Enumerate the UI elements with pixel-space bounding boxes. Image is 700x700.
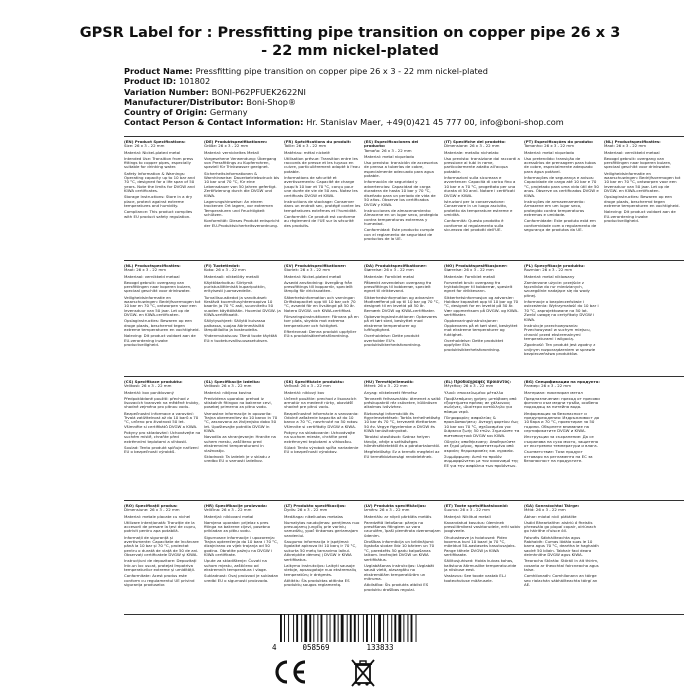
spec-heading: (PL) Specyfikacje produktu: bbox=[524, 264, 585, 268]
spec-line: Storlek: 26 x 3 - 22 mm bbox=[284, 267, 331, 273]
spec-line: Navodila za shranjevanje: Hranite na suhem mestu, zaščiteno pred ekstremnimi temperaturami in vlažnostjo. bbox=[204, 434, 276, 453]
barcode-digits: 4 bbox=[272, 643, 277, 652]
spec-line: Størrelse: 26 x 3 - 22 mm bbox=[444, 267, 494, 273]
barcode-bar bbox=[317, 614, 318, 642]
spec-line: Materjal: Niklitud metall bbox=[444, 513, 491, 519]
spec-line: Intended Use: Transition from press fittings to copper pipes, especially suitable for drinking water. bbox=[124, 155, 194, 170]
section-divider bbox=[124, 136, 684, 137]
spec-line: Yhdenmukaisuus: Tämä tuote täyttää EU:n tuoteturvallisuusasetuksen. bbox=[204, 333, 277, 343]
spec-line: Instrucțiuni de depozitare: Depozitați într-un loc uscat, protejat împotriva temperaturilor extreme și umidității. bbox=[124, 558, 197, 573]
spec-line: Material: vernickeltes Metall bbox=[204, 149, 259, 155]
spec-line: Určené použitie: prechod z lisovacích armatúr na medené rúrky, obzvlášť vhodné pre pitnú vodu. bbox=[284, 395, 357, 410]
spec-line: Materiale: Forniklet metall bbox=[444, 273, 496, 279]
spec-line: Opslaginstructies: Bewaren op een droge plaats, beschermd tegen extreme temperaturen en vochtigheid. bbox=[604, 194, 680, 209]
spec-line: Materiaal: vernikkeld metaal bbox=[604, 149, 660, 155]
spec-cell bbox=[284, 504, 364, 610]
spec-line: Οδηγίες αποθήκευσης: Αποθηκεύστε σε ξηρό μέρος, προστατευμένο από ακραίες θερμοκρασίες και υγρασία. bbox=[444, 438, 516, 453]
spec-heading: (SK) Špecifikácie produktu: bbox=[284, 380, 345, 384]
spec-line: Ohutusteave ja hoiatused: Pidev koormus kuni 10 baari ja 70 °C, mõeldud 50-aastaseks kasutusajaks. Pange tähele DVGW ja KIWA sertifikaate. bbox=[444, 534, 516, 558]
spec-cell bbox=[524, 264, 604, 372]
spec-line: Informations de sécurité et avertissements: Capacité de charge jusqu'à 10 bar et 70 °C, conçu pour une durée de vie de 50 ans. Notez les certificats DVGW et KIWA. bbox=[284, 174, 358, 198]
spec-heading: (FI) Tuotetiedot: bbox=[204, 264, 240, 268]
spec-line: Предназначение: преход от пресови фитинги към медни тръби, особено подходящ за питейна вода. bbox=[524, 395, 600, 410]
spec-line: Veiligheidsinformatie en waarschuwingen: Bedrijfsvermogen tot 10 bar en 70 °C, ontworpen voor een levensduur van 50 jaar. Let op de DVGW- en KIWA-certificaten. bbox=[124, 294, 201, 318]
spec-line: Istruzioni per la conservazione: Conservare in un luogo asciutto, protetto da temperature estreme e umidità. bbox=[444, 198, 513, 218]
spec-line: Material: metal niquelado bbox=[524, 149, 574, 155]
spec-line: Velikost: 26 x 3 - 22 mm bbox=[204, 383, 252, 389]
spec-line: Vorgesehene Verwendung: Übergang von Pressfittings zu Kupferrohren, speziell für Trinkwasser geeignet. bbox=[204, 155, 277, 170]
spec-line: Size: 26 x 3 - 22 mm bbox=[124, 143, 165, 149]
spec-line: Koko: 26 x 3 - 22 mm bbox=[204, 267, 246, 273]
spec-line: Συμμόρφωση: Αυτό το προϊόν συμμορφώνεται με τον κανονισμό της ΕΕ για την ασφάλεια των προϊόντων. bbox=[444, 453, 519, 468]
spec-cell bbox=[124, 140, 204, 256]
spec-row bbox=[124, 504, 684, 610]
spec-line: Drošības informācija un brīdinājumi: Ilgstoša slodze līdz 10 bāriem un 70 °C, paredzēts 50 gadu kalpošanas laikam. Ievērojiet DVGW un KIWA sertifikātus. bbox=[364, 538, 435, 562]
spec-line: Materiál: niklový kov bbox=[284, 389, 325, 395]
info-value: Boni-Shop® bbox=[246, 96, 297, 107]
spec-line: Opbevaringsinstruktioner: Opbevares på et tørt sted, beskyttet mod ekstreme temperaturer og luftfugtighed. bbox=[364, 313, 438, 333]
barcode-bar bbox=[387, 614, 388, 642]
spec-heading: (NL) Productspecificaties: bbox=[124, 264, 181, 268]
spec-line: Uso previsto: transizione dai raccordi a pressione ai tubi in rame, particolarmente adatto all'acqua potabile. bbox=[444, 155, 520, 174]
barcode-bar bbox=[347, 614, 348, 642]
spec-cell bbox=[604, 140, 684, 256]
info-row bbox=[124, 107, 684, 117]
spec-line: Veľkosť: 26 x 3 - 22 mm bbox=[284, 383, 331, 389]
spec-cell bbox=[284, 140, 364, 256]
barcode-bar bbox=[383, 614, 384, 642]
spec-line: Konformität: Dieses Produkt entspricht der EU-Produktsicherheitsverordnung. bbox=[204, 218, 280, 228]
spec-line: Numatytas naudojimas: perėjimas nuo presuojamų jungčių prie varinių vamzdžių, ypač tinkamas geriamajam vandeniui. bbox=[284, 519, 360, 538]
spec-line: Efterlevnad: Denna produkt uppfyller EU:s produktsäkerhetsförordning. bbox=[284, 328, 357, 339]
spec-line: Sukladnost: Ovaj proizvod je sukladan uredbi EU o sigurnosti proizvoda. bbox=[204, 573, 279, 583]
spec-line: Velikost: 26 x 3 - 22 mm bbox=[124, 383, 172, 389]
barcode-bar bbox=[293, 614, 294, 642]
spec-line: Avsedd användning: övergång från pressfittings till kopparrör, speciellt lämplig för dricksvatten. bbox=[284, 279, 353, 294]
spec-line: Materiaal: vernikkeld metaal bbox=[124, 273, 180, 279]
info-key: Product ID: bbox=[124, 76, 179, 87]
barcode-bar bbox=[378, 614, 381, 642]
spec-line: Paredzētā lietošana: pāreja no presēšanas fitingiem uz vara caurulēm, īpaši piemērota dzeramajam ūdenim. bbox=[364, 519, 441, 538]
info-key: Country of Origin: bbox=[124, 107, 210, 118]
spec-line: Súlad: Tento výrobok spĺňa nariadenie EÚ o bezpečnosti výrobkov. bbox=[284, 444, 359, 455]
barcode-bar bbox=[338, 614, 339, 642]
spec-line: Saugumo informacija ir įspėjimai: Ilgalaikė apkrova iki 10 barų ir 70 °C, sukurta 50 metų tarnavimo laikui. Atkreipkite dėmesį į DVGW ir KIWA sertifikatus. bbox=[284, 538, 357, 562]
spec-line: Material: Nickel-plated metall bbox=[284, 273, 342, 279]
barcode-bar bbox=[309, 614, 311, 642]
barcode-bar bbox=[363, 614, 364, 642]
spec-line: Größe: 26 x 3 - 22 mm bbox=[204, 143, 249, 149]
spec-cell bbox=[444, 264, 524, 372]
barcode-bar bbox=[301, 614, 302, 642]
title-line-1: GPSR Label for : Pressfitting pipe transition on copper pipe 26 x 3 bbox=[79, 25, 621, 41]
spec-line: Инструкции за съхранение: Да се съхранява на сухо място, защитено от екстремни температури и влага. bbox=[524, 434, 599, 449]
info-value: Hr. Stanislav Maer, +49(0)421 45 777 00, info@boni-shop.com bbox=[306, 117, 564, 128]
section-divider bbox=[124, 500, 684, 501]
info-key: Contact Person & Contact Information: bbox=[124, 117, 307, 128]
spec-line: Instrucciones de almacenamiento: Almacene en un lugar seco, protegido contra temperaturas extremas y humedad. bbox=[364, 207, 439, 227]
spec-line: Lagerungshinweise: An einem trockenen Ort lagern, vor extremen Temperaturen und Feuchtigkeit schützen. bbox=[204, 198, 274, 218]
spec-cell bbox=[284, 264, 364, 372]
spec-line: Materiāls: ar niķeli pārklāts metāls bbox=[364, 513, 432, 519]
spec-line: Dydis: 26 x 3 - 22 mm bbox=[284, 507, 328, 513]
barcode-bar bbox=[366, 614, 368, 642]
spec-heading: (IT) Specifiche del prodotto: bbox=[444, 140, 506, 144]
spec-cell bbox=[124, 264, 204, 372]
spec-line: Rozmiar: 26 x 3 - 22 mm bbox=[524, 267, 573, 273]
weee-bin-icon bbox=[350, 656, 376, 688]
spec-line: Tamanho: 26 x 3 - 22 mm bbox=[524, 143, 574, 149]
spec-line: Úsáid Bheartaithe: aistriú ó fheistis phreasála go píopaí copair, oiriúnach go háirithe d'uisce óil. bbox=[524, 519, 597, 534]
spec-line: Størrelse: 26 x 3 - 22 mm bbox=[364, 267, 414, 273]
info-row bbox=[124, 117, 684, 127]
spec-line: Naleving: Dit product voldoet aan de EU-verordening inzake productveiligheid. bbox=[124, 333, 196, 348]
spec-heading: (DA) Produktspecifikationer: bbox=[364, 264, 427, 268]
barcode-bar bbox=[358, 614, 359, 642]
info-value: Germany bbox=[209, 107, 248, 118]
spec-line: Vastavus: See toode vastab EL-i tooteohutuse määrusele. bbox=[444, 573, 507, 583]
spec-line: Conformité: Ce produit est conforme au règlement de l'UE sur la sécurité des produits. bbox=[284, 213, 356, 228]
product-info bbox=[124, 66, 684, 128]
spec-line: Safety Information & Warnings: Operating capacity up to 10 bar and 70 °C, designed for a life span of 50 years. Note the limits for DVGW and KIWA certificates. bbox=[124, 170, 195, 194]
barcode bbox=[268, 612, 418, 652]
spec-cell bbox=[444, 140, 524, 256]
spec-row bbox=[124, 140, 684, 256]
spec-cell bbox=[204, 140, 284, 256]
spec-cell bbox=[204, 264, 284, 372]
spec-line: Instructions de stockage: Conserver dans un endroit sec, protégé contre les températures extrêmes et l'humidité. bbox=[284, 198, 361, 213]
spec-line: Размер: 26 x 3 - 22 mm bbox=[524, 383, 571, 389]
barcode-bar bbox=[394, 614, 396, 642]
spec-line: Conformidade: Este produto está em conformidade com o regulamento de segurança de produtos da UE. bbox=[524, 218, 597, 233]
spec-heading: (EN) Product Specifications: bbox=[124, 140, 186, 144]
label-title bbox=[0, 24, 700, 60]
barcode-bar bbox=[330, 614, 331, 642]
spec-cell bbox=[524, 140, 604, 256]
spec-line: Opslaginstructies: Bewaren op een droge plaats, beschermd tegen extreme temperaturen en vochtigheid. bbox=[124, 318, 200, 333]
spec-line: Predvidena uporaba: prehod iz stiskalnih fitingov na bakrene cevi, posebej primerna za pitno vodo. bbox=[204, 395, 272, 410]
spec-line: Conformitate: Acest produs este conform cu regulamentul UE privind siguranța produselor. bbox=[124, 573, 195, 588]
spec-line: Upute za skladištenje: Čuvati na suhom mjestu, zaštićeno od ekstremnih temperatura i vlage. bbox=[204, 558, 268, 573]
spec-heading: (EL) Προδιαγραφές προϊόντος: bbox=[444, 380, 511, 384]
spec-line: Kavandatud kasutus: üleminek pressliitmikest vasktorudele, eriti sobiv joogiveele. bbox=[444, 519, 521, 534]
spec-heading: (SV) Produktspecifikationer: bbox=[284, 264, 347, 268]
spec-line: Biztonsági információk és figyelmeztetések: Tartós terhelhetőség 10 bar és 70 °C, tervezett élettartam 50 év. Vegye figyelembe a DVGW és KIWA tanúsítványokat. bbox=[364, 410, 440, 434]
spec-heading: (BG) Спецификации на продукта: bbox=[524, 380, 600, 384]
spec-line: Съответствие: Този продукт отговаря на регламента на ЕС за безопасност на продуктите. bbox=[524, 449, 593, 464]
spec-line: Sigurnosne informacije i upozorenja: Trajna opterećenja do 10 bara i 70 °C, dizajnirano za vijek trajanja od 50 godina. Obratite pažnju na DVGW i KIWA certifikate. bbox=[204, 534, 279, 558]
spec-heading: (GA) Sonraíochtaí Táirge: bbox=[524, 504, 580, 508]
spec-cell bbox=[364, 264, 444, 372]
barcode-bar bbox=[321, 614, 323, 642]
spec-line: Comhlíonadh: Comhlíonann an táirge seo rialachán sábháilteachta táirgí an AE. bbox=[524, 573, 598, 588]
info-value: Pressfitting pipe transition on copper pipe 26 x 3 - 22 mm nickel-plated bbox=[195, 66, 488, 76]
barcode-bar bbox=[398, 614, 401, 642]
spec-cell bbox=[204, 380, 284, 496]
spec-line: Conformità: Questo prodotto è conforme al regolamento sulla sicurezza dei prodotti dell'UE. bbox=[444, 218, 504, 233]
spec-line: Uso previsto: transición de accesorios de prensa a tuberías de cobre, especialmente adecuado para agua potable. bbox=[364, 160, 438, 179]
spec-cell bbox=[524, 380, 604, 496]
spec-line: Soulad: Tento produkt splňuje nařízení EU o bezpečnosti výrobků. bbox=[124, 444, 199, 455]
spec-heading: (SL) Specifikacije izdelka: bbox=[204, 380, 261, 384]
barcode-bar bbox=[407, 614, 408, 642]
spec-cell bbox=[364, 504, 444, 610]
spec-line: Izmērs: 26 x 3 - 22 mm bbox=[364, 507, 410, 513]
spec-heading: (LV) Produkta specifikācijas: bbox=[364, 504, 427, 508]
spec-line: Megfelelőség: Ez a termék megfelel az EU termékbiztonsági rendeletének. bbox=[364, 449, 440, 459]
spec-line: Veličina: 26 x 3 - 22 mm bbox=[204, 507, 252, 513]
spec-line: Säilitusjuhised: Hoida kuivas kohas, kaitstuna äärmuslike temperatuuride ja niiskuse eest. bbox=[444, 558, 517, 573]
spec-line: Medžiaga: nikeliuotas metalas bbox=[284, 513, 343, 519]
info-row bbox=[124, 87, 684, 97]
spec-cell bbox=[524, 504, 604, 610]
spec-line: Информация за безопасност и предупреждения: Издръжливост до 10 бара и 70 °C, проектиран за 50 години. Обърнете внимание на сертификатите DVGW и KIWA. bbox=[524, 410, 600, 434]
spec-line: Ábhar: miotal nicil plátáilte bbox=[524, 513, 577, 519]
spec-heading: (PT) Especificações do produto: bbox=[524, 140, 594, 144]
spec-line: Tárolási utasítások: Száraz helyen tárolja, védje a szélsőséges hőmérsékletektől és a páratartalomtól. bbox=[364, 434, 441, 449]
spec-cell bbox=[604, 380, 684, 496]
spec-line: Utilizare intenționată: Tranziție de la accesorii de presare la țevi de cupru, potrivit pentru apa potabilă. bbox=[124, 519, 197, 534]
spec-line: Materiale: metallo nichelato bbox=[444, 149, 499, 155]
spec-heading: (CS) Specifikace produktu: bbox=[124, 380, 183, 384]
spec-line: Informacje o bezpieczeństwie i ostrzeżenia: Wytrzymałość do 10 bar i 70 °C, zaprojektowane na 50 lat. Zwróć uwagę na certyfikaty DVGW i KIWA. bbox=[524, 298, 599, 322]
spec-line: Forventet bruk: overgang fra trykkoblinger til kobberrør, spesielt egnet for drikkevann. bbox=[444, 279, 513, 294]
spec-line: Πληροφορίες ασφαλείας & προειδοποιήσεις: Αντοχή φορτίου έως 10 bar και 70 °C, σχεδιασμένο για διάρκεια ζωής 50 ετών. Σημειώστε τα πιστοποιητικά DVGW και KIWA. bbox=[444, 414, 520, 438]
spec-line: Beoogd gebruik: overgang van persfittingen naar koperen buizen, speciaal geschikt voor drinkwater. bbox=[124, 279, 192, 294]
spec-line: Atitiktis: Šis produktas atitinka ES produktų saugos reglamentą. bbox=[284, 577, 350, 588]
barcode-bar bbox=[288, 614, 289, 642]
barcode-bar bbox=[341, 614, 344, 642]
spec-line: Υλικό: επινικελωμένο μέταλλο bbox=[444, 389, 504, 395]
barcode-bar bbox=[284, 614, 285, 642]
spec-line: Overholdelse: Dette produkt overholder EU's produktsikkerhedsforordning. bbox=[364, 333, 422, 348]
spec-line: Material: metale placate cu nichel bbox=[124, 513, 191, 519]
spec-line: Tamaño: 26 x 3 - 22 mm bbox=[364, 147, 412, 153]
spec-line: Uzglabāšanas instrukcijas: Uzglabāt sausā vietā, aizsargātu no ekstremālām temperatūrām un mitruma. bbox=[364, 562, 435, 582]
title-line-2: - 22 mm nickel-plated bbox=[261, 43, 439, 59]
spec-line: Materijal: niklovani metal bbox=[204, 513, 254, 519]
spec-line: Anyag: nikkelezett fémrész bbox=[364, 389, 417, 395]
spec-line: Faisnéis Sábháilteachta agus Rabhaidh: Cumas lódála suas le 10 barra agus 70 °C, deartha le haghaidh saolré 50 bliain. Tabhair faoi deara deimhnithe DVGW agus KIWA. bbox=[524, 534, 599, 558]
spec-heading: (DE) Produktspezifikationen: bbox=[204, 140, 268, 144]
spec-line: Säkerhetsinformation och varningar: Driftskapacitet upp till 10 bar och 70 °C, avsedd för en livslängd på 50 år. Notera DVGW- och KIWA-certifikat. bbox=[284, 294, 356, 313]
spec-line: Oppbevaringsinstruksjoner: Oppbevares på et tørt sted, beskyttet mot ekstreme temperaturer og fuktighet. bbox=[444, 318, 518, 337]
spec-line: Materiał: metal niklowany bbox=[524, 273, 575, 279]
info-key: Variation Number: bbox=[124, 86, 212, 97]
spec-cell bbox=[444, 504, 524, 610]
spec-line: Veiligheidsinformatie en waarschuwingen: Bedrijfsvermogen tot 10 bar en 70 °C, ontworpen voor een levensduur van 50 jaar. Let op de DVGW- en KIWA-certificaten. bbox=[604, 170, 681, 194]
spec-line: Beoogd gebruik: overgang van persfittingen naar koperen buizen, speciaal geschikt voor drinkwater. bbox=[604, 155, 672, 170]
spec-line: Sikkerhedsinformation og advarsler: Modtræffend på op til 10 bar og 70 °C, designet til en levetid på 50 år. Bemærk DVGW og KIWA-certifikater. bbox=[364, 294, 440, 313]
spec-line: Säilytysohjeet: Säilytä kuivassa paikassa, suojaa äärimmäisiltä lämpötiloilta ja kosteudelta. bbox=[204, 318, 266, 333]
spec-line: Matériau: métal nickelé bbox=[284, 149, 330, 155]
barcode-bar bbox=[371, 614, 372, 642]
spec-line: Instruções de armazenamento: Armazene em um lugar seco, protegido contra temperaturas extremas e umidade. bbox=[524, 198, 585, 218]
spec-line: Påtænkt anvendelse: overgang fra pressfittings til kobberrør, specielt egnet til drikkevand. bbox=[364, 279, 432, 294]
spec-line: Varnostne informacije in opozorila: Trajna obremenitev do 10 barov in 70 °C, zasnovano za življenjsko dobo 50 let. Upoštevajte potrdila DVGW in KIWA. bbox=[204, 410, 278, 434]
barcode-bar bbox=[304, 614, 307, 642]
spec-line: Material: nikljeva kovina bbox=[204, 389, 252, 395]
info-value: BONI-P62PFUEK2622NI bbox=[211, 86, 306, 97]
spec-line: Skladnost: Ta izdelek je v skladu z uredbo EU o varnosti izdelkov. bbox=[204, 453, 271, 464]
spec-line: Bezpečnostné informácie a varovania: Odolné zaťaženie kapacita až do 10 barov a 70 °C, navrhnuté na 50 rokov. Všimnite si certifikáty DVGW a KIWA. bbox=[284, 410, 359, 429]
spec-heading: (HR) Specifikacije proizvoda: bbox=[204, 504, 268, 508]
barcode-bar bbox=[296, 614, 298, 642]
barcode-bar bbox=[416, 614, 417, 642]
spec-line: Förvaringsinstruktioner: Förvara på en torr plats, skydda mot extrema temperaturer och fuktighet. bbox=[284, 313, 359, 328]
spec-line: Käyttötarkoitus: Siirtymä puristusliittimistä kupariputkiin, erityisesti juomavedelle. bbox=[204, 279, 266, 294]
spec-cell bbox=[284, 380, 364, 496]
spec-line: Material: metal niquelado bbox=[364, 153, 414, 159]
spec-line: Dimensiune: 26 x 3 - 22 mm bbox=[124, 507, 180, 513]
spec-line: Información de seguridad y advertencias: Capacidad de carga duradera de hasta 10 bar y 70 °C, diseñado para un periodo de vida de 50 años. Observe los certificados DVGW y KIWA. bbox=[364, 179, 436, 207]
spec-heading: (RO) Specificații produs: bbox=[124, 504, 178, 508]
spec-line: Materiale: Forniklet metal bbox=[364, 273, 414, 279]
spec-heading: (HU) Termékjellemzők: bbox=[364, 380, 414, 384]
spec-line: Material: Nickel-plated metal bbox=[124, 149, 181, 155]
spec-cell bbox=[604, 504, 684, 610]
spec-line: Zgodność: Ten produkt jest zgodny z unijnym rozporządzeniem w sprawie bezpieczeństwa produktów. bbox=[524, 342, 596, 357]
spec-line: Naleving: Dit product voldoet aan de EU-verordening inzake productveiligheid. bbox=[604, 209, 676, 224]
spec-line: Informazioni sulla sicurezza e avvertenze: Capacità di carico fino a 10 bar e a 70 °C, progettato per una durata di 50 anni. Notare i certificati DVGW e KIWA. bbox=[444, 174, 516, 198]
barcode-bar bbox=[280, 614, 282, 642]
barcode-bar bbox=[391, 614, 392, 642]
spec-line: Pokyny na skladovanie: Uchovávajte na suchom mieste, chráňte pred extrémnymi teplotami a vlhkosťou. bbox=[284, 429, 356, 444]
spec-line: Μέγεθος: 26 x 3 - 22 mm bbox=[444, 383, 494, 389]
barcode-bar bbox=[334, 614, 336, 642]
spec-line: Instrukcje przechowywania: Przechowywać w suchym miejscu, chronić przed ekstremalnymi temperaturami i wilgocią. bbox=[524, 322, 591, 342]
spec-line: Storage Instructions: Store in a dry place, protect against extreme temperatures and humidity. bbox=[124, 194, 193, 209]
spec-line: Pokyny pro skladování: Uchovávejte na suchém místě, chraňte před extrémními teplotami a vlhkostí. bbox=[124, 429, 201, 444]
spec-line: Méid: 26 x 3 - 22 mm bbox=[524, 507, 566, 513]
spec-line: Taille: 26 x 3 - 22 mm bbox=[284, 143, 327, 149]
spec-line: Turvallisuustiedot ja varoitukset: Kestävä kuormitusyhteensopiva 10 baariin ja 70 °C asti, suunniteltu 50 vuoden käyttöikään. Huomioi DVGW- ja KIWA-sertifikaatit. bbox=[204, 294, 281, 318]
spec-line: Conformidad: Este producto cumple con el reglamento de seguridad de productos de la UE. bbox=[364, 227, 435, 242]
spec-cell bbox=[364, 140, 444, 256]
spec-line: Compliance: This product complies with EU product safety regulation. bbox=[124, 209, 193, 219]
spec-cell bbox=[124, 380, 204, 496]
section-divider bbox=[124, 376, 684, 377]
spec-line: Uso pretendido: transição de acessórios de prensagem para tubos de cobre, especialmente adequado para água potável. bbox=[524, 155, 596, 174]
spec-heading: (NO) Produktspesifikasjoner: bbox=[444, 264, 508, 268]
spec-heading: (ES) Especificaciones del producto: bbox=[364, 140, 419, 149]
spec-heading: (ET) Toote spetsifikatsioonid: bbox=[444, 504, 509, 508]
spec-line: Suurus: 26 x 3 - 22 mm bbox=[444, 507, 490, 513]
info-row bbox=[124, 76, 684, 86]
spec-line: Utilisation prévue: Transition entre les raccords de presse et les tuyaux en cuivre, particulièrement adapté à l'eau potable. bbox=[284, 155, 360, 174]
spec-line: Προβλεπόμενη χρήση: μετάβαση από εξαρτήματα πρέσας σε χάλκινους σωλήνες, ιδιαίτερα κατάλληλο για πόσιμο νερό. bbox=[444, 395, 517, 414]
barcode-bar bbox=[403, 614, 404, 642]
barcode-bar bbox=[313, 614, 314, 642]
ce-mark-icon bbox=[272, 658, 308, 686]
spec-line: Dimensione: 26 x 3 - 22 mm bbox=[444, 143, 500, 149]
info-row bbox=[124, 66, 684, 76]
barcode-bar bbox=[411, 614, 413, 642]
spec-cell bbox=[604, 264, 684, 372]
spec-line: Zamierzone użycie: przejście z łączników do rur miedzianych, szczególnie nadające się do wody pitnej. bbox=[524, 279, 590, 298]
spec-row bbox=[124, 380, 684, 496]
section-divider bbox=[124, 260, 684, 261]
barcode-bar bbox=[326, 614, 327, 642]
barcode-digits: 133833 bbox=[366, 643, 394, 652]
spec-line: Maat: 26 x 3 - 22 mm bbox=[124, 267, 167, 273]
barcode-bar bbox=[350, 614, 352, 642]
spec-heading: (NL) Productspecificaties: bbox=[604, 140, 661, 144]
spec-heading: (LT) Produkto specifikacijos: bbox=[284, 504, 346, 508]
spec-line: Материал: никелиран метал bbox=[524, 389, 583, 395]
spec-row bbox=[124, 264, 684, 372]
spec-line: Bezpečnostní informace a varování: Trvalá zatížitelnost až do 10 barů a 70 °C, určeno pro životnost 50 let. Všimněte si certifikátů DVGW a KIWA. bbox=[124, 410, 199, 429]
spec-line: Předpokládané použití: přechod z lisovacích tvarovek na měděné trubky, vhodné zejména pro pitnou vodu. bbox=[124, 395, 200, 410]
spec-line: Materiaali: nikkelöity metalli bbox=[204, 273, 260, 279]
spec-line: Informações de segurança e avisos: Capacidade de carga até 10 bar e 70 °C, projetado para uma vida útil de 50 anos. Observe os certificados DVGW e KIWA. bbox=[524, 174, 599, 198]
info-key: Manufacturer/Distributor: bbox=[124, 96, 247, 107]
spec-line: Sicherheitsinformationen & Warnhinweise: Dauerbetriebsdruck bis 10 bar und 70 °C, für eine Lebensdauer von 50 Jahren gefertigt. Zertifizierung durch die DVGW und KIWA. bbox=[204, 170, 280, 198]
spec-line: Laikymo instrukcijos: Laikyti sausoje vietoje, apsaugotoje nuo ekstremalių temperatūrų ir drėgmės. bbox=[284, 562, 357, 577]
spec-heading: (FR) Spécifications du produit: bbox=[284, 140, 352, 144]
spec-cell bbox=[204, 504, 284, 610]
spec-line: Materiál: kov poniklovaný bbox=[124, 389, 174, 395]
spec-line: Namjena uporabe: prijelaz s pres fitinga na bakrene cijevi, posebno prikladan za pitku vodu. bbox=[204, 519, 270, 534]
spec-line: Sikkerhetsinformasjon og advarsler: Holdbar kapasitet opp til 10 bar og 70 °C, designet for en levetid på 50 år. Vær oppmerksom på DVGW- og KIWA-sertifikater. bbox=[444, 294, 519, 318]
spec-cell bbox=[124, 504, 204, 610]
info-row bbox=[124, 97, 684, 107]
spec-line: Overholdelse: Dette produktet oppfyller EUs produktsikkerhetsforordning. bbox=[444, 337, 504, 352]
spec-line: Atbilstība: Šis produkts atbilst ES produktu drošības regulai. bbox=[364, 582, 429, 592]
info-value: 101802 bbox=[178, 76, 211, 87]
barcode-bar bbox=[374, 614, 375, 642]
barcode-digits: 058569 bbox=[302, 643, 330, 652]
spec-cell bbox=[444, 380, 524, 496]
spec-line: Méret: 26 x 3 - 22 mm bbox=[364, 383, 408, 389]
spec-line: Tervezett felhasználás: átmenet a saltó préskupakról réz csövekre, különösen alkalmas ivóvízhez. bbox=[364, 395, 441, 410]
barcode-bar bbox=[354, 614, 356, 642]
spec-cell bbox=[364, 380, 444, 496]
spec-line: Informații de siguranță și avertismente: Capacitate de încărcare până la 10 bar și 70 °C, proiectat pentru o durată de viață de 50 de ani. Observați certificatele DVGW și KIWA. bbox=[124, 534, 199, 558]
spec-line: Maat: 26 x 3 - 22 mm bbox=[604, 143, 647, 149]
info-key: Product Name: bbox=[124, 66, 196, 76]
spec-line: Treoracha Stórála: Stóráil in áit thirim, cosanta ar theochtaí foircneacha agus taise. bbox=[524, 558, 599, 573]
